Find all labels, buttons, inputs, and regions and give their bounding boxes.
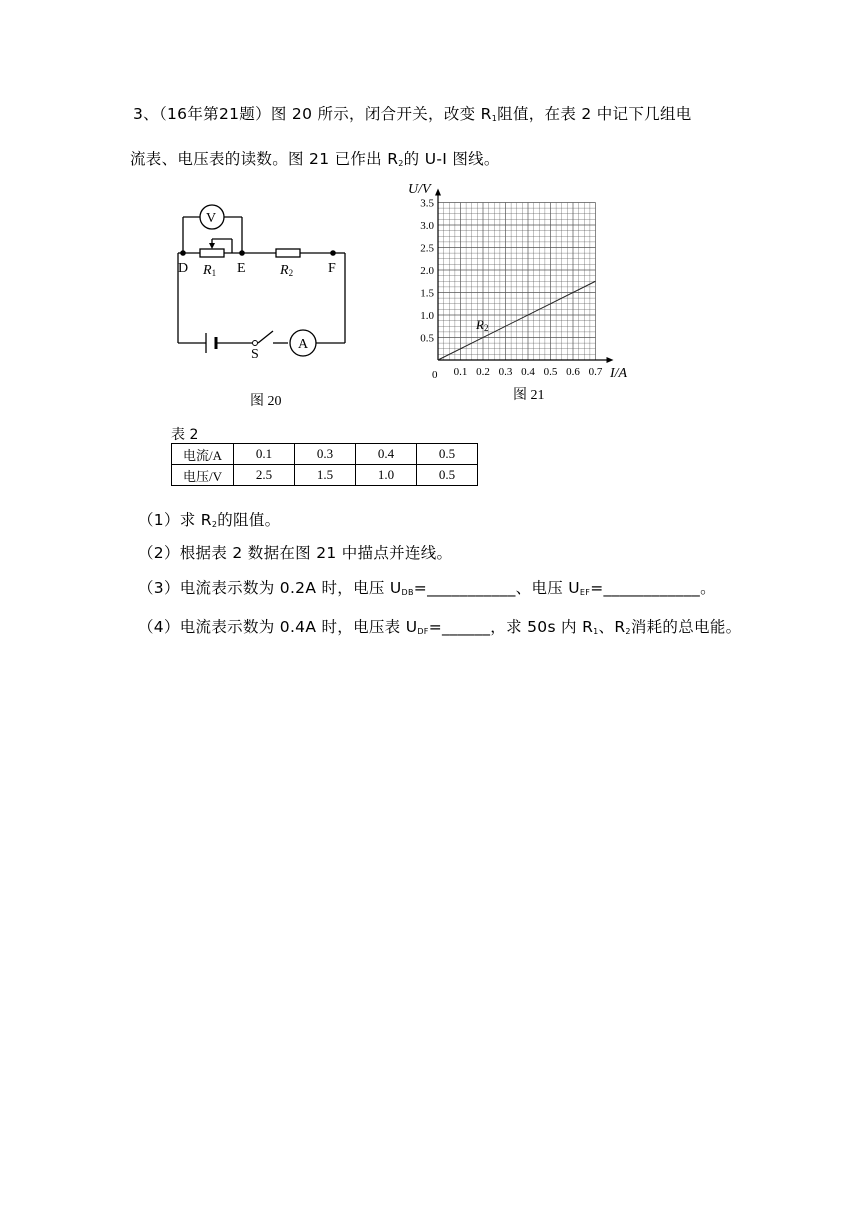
table-cell: 1.5	[295, 465, 356, 486]
rheostat-r1-icon	[200, 249, 224, 257]
x-tick-label: 0.7	[588, 366, 603, 378]
table-cell: 2.5	[234, 465, 295, 486]
table-cell: 1.0	[356, 465, 417, 486]
origin-label: 0	[432, 369, 438, 378]
switch-label: S	[251, 347, 259, 362]
table-cell: 0.5	[417, 465, 478, 486]
x-axis-label: I/A	[610, 366, 628, 378]
row-header-current: 电流/A	[172, 444, 234, 465]
y-tick-label: 3.0	[420, 220, 434, 232]
question-2: （2）根据表 2 数据在图 21 中描点并连线。	[138, 544, 453, 562]
x-axis-arrow-icon	[607, 357, 614, 363]
voltmeter-label: V	[206, 211, 217, 226]
y-tick-label: 1.0	[420, 310, 434, 322]
x-tick-label: 0.6	[566, 366, 580, 378]
ammeter-label: A	[298, 337, 309, 352]
y-axis-arrow-icon	[435, 189, 441, 196]
x-tick-label: 0.2	[476, 366, 490, 378]
figure21-caption: 图 21	[513, 388, 545, 403]
y-tick-label: 2.0	[420, 265, 434, 277]
x-tick-label: 0.1	[453, 366, 468, 378]
x-tick-label: 0.4	[521, 366, 535, 378]
table-row	[172, 465, 478, 486]
y-tick-label: 3.5	[420, 197, 434, 210]
r2-label: R2	[280, 263, 294, 278]
y-tick-label: 0.5	[420, 332, 434, 345]
x-tick-label: 0.3	[498, 366, 513, 378]
problem-source: （16年第21题）	[158, 105, 271, 123]
x-tick-label: 0.5	[543, 366, 558, 378]
problem-statement	[130, 94, 733, 184]
ui-graph	[400, 178, 650, 378]
table-cell: 0.4	[356, 444, 417, 465]
r2-line-label: R2	[476, 317, 489, 333]
row-header-voltage: 电压/V	[172, 465, 234, 486]
y-axis-label: U/V	[408, 182, 431, 197]
table-cell: 0.3	[295, 444, 356, 465]
question-1: （1）求 $R_2$的阻值。	[138, 511, 281, 529]
graph-grid	[438, 203, 596, 361]
switch-icon	[253, 341, 258, 346]
node-d-label: D	[178, 261, 189, 276]
figure20-caption: 图 20	[250, 394, 282, 409]
problem-number: 3、	[133, 105, 159, 123]
question-3: （3）电流表示数为 0.2A 时，电压 $U_{DB}=\_\_\_\_\_\_\_\_\_\_\_$、电压 $U_{EF}=\_\_\_\_\_\_\_\_\_\_\_\_$。	[138, 579, 716, 597]
question-4: （4）电流表示数为 0.4A 时，电压表 $U_{DF}=\_\_\_\_\_\_$，求 50s 内 $R_1$、$R_2$消耗的总电能。	[138, 618, 742, 636]
table2	[171, 443, 478, 486]
table2-title: 表 2	[171, 427, 199, 443]
problem-line-1: 3、（16年第21题）图 20 所示，闭合开关，改变 $R_1$阻值，在表 2 中记下几组电	[133, 105, 692, 123]
y-tick-label: 2.5	[420, 242, 434, 255]
problem-line-2: 流表、电压表的读数。图 21 已作出 $R_2$的 U-I 图线。	[130, 150, 500, 168]
node-f-label: F	[328, 261, 336, 276]
table-cell: 0.1	[234, 444, 295, 465]
r1-label: R1	[203, 263, 217, 278]
y-tick-label: 1.5	[420, 287, 434, 300]
resistor-r2-icon	[276, 249, 300, 257]
circuit-diagram	[170, 195, 360, 370]
table-row	[172, 444, 478, 465]
table-cell: 0.5	[417, 444, 478, 465]
node-e-label: E	[237, 261, 246, 276]
